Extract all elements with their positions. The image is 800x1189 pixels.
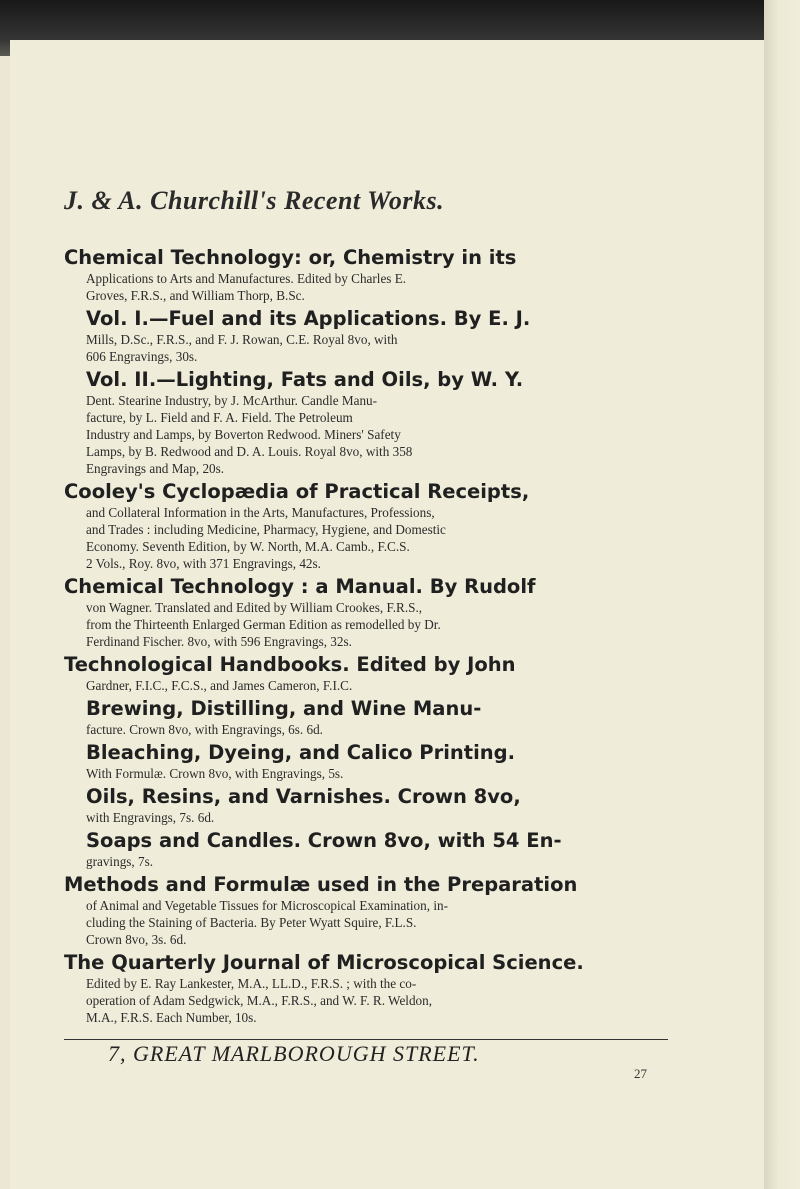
entry-line: Engravings and Map, 20s. [86,461,225,476]
entry-line: Lamps, by B. Redwood and D. A. Louis. Royal 8vo, with 358 [86,444,413,459]
entry-line: 2 Vols., Roy. 8vo, with 371 Engravings, 42s. [86,556,321,571]
entry-line: M.A., F.R.S. Each Number, 10s. [86,1010,257,1025]
entry-title: Vol. I.—Fuel and its Applications. By E. J. [86,307,531,330]
entry-line: with Engravings, 7s. 6d. [86,810,215,825]
catalogue-entry [64,575,668,650]
entry-title: Oils, Resins, and Varnishes. Crown 8vo, [86,785,521,808]
entry-line: operation of Adam Sedgwick, M.A., F.R.S., and W. F. R. Weldon, [86,993,433,1008]
entry-line: of Animal and Vegetable Tissues for Microscopical Examination, in- [86,898,448,913]
catalogue-subentry [64,697,668,738]
entry-title: Chemical Technology: or, Chemistry in its [64,246,517,269]
scan-right-edge [764,0,800,1189]
entry-line: from the Thirteenth Enlarged German Edition as remodelled by Dr. [86,617,441,632]
entry-title: Methods and Formulæ used in the Preparation [64,873,578,896]
entry-line: gravings, 7s. [86,854,154,869]
entry-line: Edited by E. Ray Lankester, M.A., LL.D., F.R.S. ; with the co- [86,976,417,991]
entry-line: cluding the Staining of Bacteria. By Peter Wyatt Squire, F.L.S. [86,915,417,930]
entry-title: Technological Handbooks. Edited by John [64,653,516,676]
entry-title: Cooley's Cyclopædia of Practical Receipts, [64,480,530,503]
entry-line: Economy. Seventh Edition, by W. North, M.A. Camb., F.C.S. [86,539,410,554]
catalogue-subentry [64,741,668,782]
entry-line: With Formulæ. Crown 8vo, with Engravings, 5s. [86,766,344,781]
entry-line: and Trades : including Medicine, Pharmacy, Hygiene, and Domestic [86,522,446,537]
entry-line: Crown 8vo, 3s. 6d. [86,932,187,947]
publisher-address: 7, GREAT MARLBOROUGH STREET. [108,1041,480,1066]
catalogue-entry [64,307,668,365]
page-header: J. & A. Churchill's Recent Works. [64,186,445,215]
entry-line: and Collateral Information in the Arts, Manufactures, Professions, [86,505,435,520]
entry-line: Dent. Stearine Industry, by J. McArthur. Candle Manu- [86,393,378,408]
catalogue-entry [64,246,668,304]
entry-line: facture. Crown 8vo, with Engravings, 6s. 6d. [86,722,323,737]
entry-line: Industry and Lamps, by Boverton Redwood. Miners' Safety [86,427,401,442]
entry-line: Ferdinand Fischer. 8vo, with 596 Engravings, 32s. [86,634,352,649]
entry-line: 606 Engravings, 30s. [86,349,198,364]
catalogue-entry [64,653,668,694]
entry-title: Chemical Technology : a Manual. By Rudolf [64,575,536,598]
entry-title: Brewing, Distilling, and Wine Manu- [86,697,482,720]
entry-line: facture, by L. Field and F. A. Field. The Petroleum [86,410,353,425]
catalogue-entry [64,951,668,1026]
entry-line: Applications to Arts and Manufactures. Edited by Charles E. [86,271,407,286]
entry-title: The Quarterly Journal of Microscopical Science. [64,951,584,974]
entry-line: Mills, D.Sc., F.R.S., and F. J. Rowan, C.E. Royal 8vo, with [86,332,398,347]
catalogue-list [64,243,668,1026]
entry-title: Soaps and Candles. Crown 8vo, with 54 En- [86,829,562,852]
footer-rule [64,1039,668,1040]
page-number: 27 [634,1066,647,1081]
entry-line: Gardner, F.I.C., F.C.S., and James Cameron, F.I.C. [86,678,353,693]
entry-line: Groves, F.R.S., and William Thorp, B.Sc. [86,288,305,303]
catalogue-entry [64,873,668,948]
catalogue-entry [64,480,668,572]
entry-title: Bleaching, Dyeing, and Calico Printing. [86,741,516,764]
catalogue-subentry [64,785,668,826]
entry-line: von Wagner. Translated and Edited by William Crookes, F.R.S., [86,600,423,615]
catalogue-entry [64,368,668,477]
entry-title: Vol. II.—Lighting, Fats and Oils, by W. Y. [86,368,524,391]
catalogue-subentry [64,829,668,870]
